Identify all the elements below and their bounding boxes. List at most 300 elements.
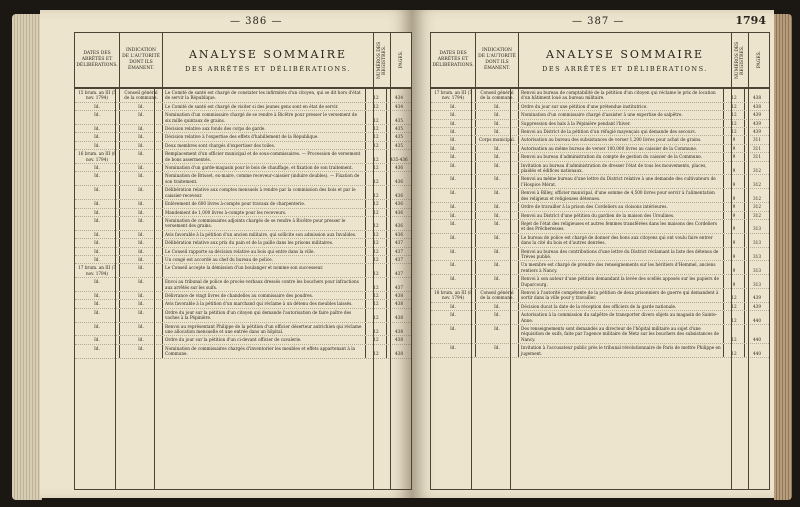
entry-date: Id. <box>75 133 120 140</box>
entry-page: 438 <box>753 95 761 101</box>
entry-register-number: 9 <box>724 175 745 188</box>
entry-register-number: 12 <box>366 300 387 307</box>
entry-date: Id. <box>431 145 476 152</box>
entry-date: Id. <box>431 275 476 288</box>
entry-summary: Autorisation au même bureau de verser 100,000 livres au caissier de la Commune. <box>519 145 724 152</box>
entry-date: Id. <box>75 278 120 291</box>
header-title: ANALYSE SOMMAIRE <box>188 47 348 61</box>
entry-date: 18 brum. an III (8 nov. 1794) <box>431 289 476 302</box>
entry-date: Id. <box>431 189 476 202</box>
entry-page: 312 <box>753 168 761 174</box>
table-row <box>431 189 769 203</box>
entry-date: Id. <box>75 300 120 307</box>
table-header <box>431 33 769 89</box>
entry-authority: Id. <box>476 234 519 247</box>
open-book <box>12 6 792 502</box>
entry-register-number: 12 <box>724 325 745 343</box>
entry-register-number: 12 <box>366 125 387 132</box>
entry-page: 438 <box>395 292 403 298</box>
table-row <box>431 220 769 234</box>
entry-summary: Rejet de l'état des religieuses et autres femmes transférées dans les maisons des Cordeliers et des Prêcheresses. <box>519 220 724 233</box>
table-row <box>75 209 411 217</box>
entry-summary: Nomination d'un commissaire chargé de se rendre à Bicêtre pour presser le versement de six mille quintaux de grains. <box>163 111 366 124</box>
table-row <box>431 275 769 289</box>
entry-authority: Conseil général de la commune. <box>120 89 163 102</box>
entry-date: Id. <box>75 231 120 238</box>
table-row <box>431 111 769 119</box>
entry-page: 435-436 <box>390 156 408 162</box>
table-row <box>431 120 769 128</box>
entry-register-number: 12 <box>366 278 387 291</box>
book-page-edges-left <box>12 14 42 500</box>
header-numero: NUMÉROS DES REGISTRES. <box>377 41 387 79</box>
entry-page: 438 <box>395 329 403 334</box>
entry-page: 437 <box>395 248 403 254</box>
table-body <box>75 89 411 489</box>
entry-page: 311 <box>753 154 761 160</box>
entry-register-number: 12 <box>366 89 387 102</box>
table-row <box>431 145 769 153</box>
entry-authority: Id. <box>120 323 163 336</box>
header-title: ANALYSE SOMMAIRE <box>545 47 705 61</box>
entry-date: Id. <box>431 311 476 324</box>
entry-authority: Id. <box>476 261 519 274</box>
table-row <box>75 248 411 256</box>
entry-summary: Un congé est accordé au chef du bureau de police. <box>163 256 366 263</box>
entry-register-number: 12 <box>366 103 387 110</box>
header-analysis <box>163 33 374 87</box>
entry-summary: Nomination de commissaires adjoints chargés de se rendre à Bicêtre pour presser le versement des grains. <box>163 217 366 230</box>
entry-date: Id. <box>75 217 120 230</box>
entry-date: Id. <box>431 120 476 127</box>
entry-authority: Id. <box>120 300 163 307</box>
entry-page: 436 <box>395 201 403 207</box>
entry-register-number: 12 <box>366 200 387 207</box>
entry-register-number: 12 <box>366 292 387 299</box>
entry-authority: Id. <box>476 111 519 118</box>
entry-summary: Avis favorable à la pétition d'un marchand qui réclame à un détenu des meubles laissés. <box>163 300 366 307</box>
entry-register-number: 9 <box>724 136 745 143</box>
entry-register-number: 12 <box>724 111 745 118</box>
entry-register-number: 9 <box>724 212 745 219</box>
book-page-edges-right <box>774 14 792 500</box>
table-header <box>75 33 411 89</box>
entry-register-number: 12 <box>724 311 745 324</box>
entry-authority: Corps municipal. <box>476 136 519 143</box>
table-row <box>75 345 411 359</box>
table-row <box>431 162 769 176</box>
header-subtitle: DES ARRÊTÉS ET DÉLIBÉRATIONS. <box>185 64 351 73</box>
entry-register-number: 9 <box>724 162 745 175</box>
entry-register-number: 12 <box>724 103 745 110</box>
entry-summary: Autorisation à la commission du salpêtre de transporter divers objets au magasin de Sainte-Anne. <box>519 311 724 324</box>
table-row <box>75 264 411 278</box>
entry-summary: Décision ducat la date de la réception des officiers de la garde nationale. <box>519 303 724 310</box>
entry-summary: Ordre du jour sur la pétition d'un citoyen qui demande l'autorisation de faire paître des vaches à la Pépinière. <box>163 309 366 322</box>
entry-page: 440 <box>753 336 761 342</box>
entry-authority: Id. <box>120 200 163 207</box>
entry-authority: Id. <box>476 325 519 343</box>
table-row <box>75 200 411 208</box>
entry-date: Id. <box>75 111 120 124</box>
entry-date: Id. <box>431 136 476 143</box>
entry-authority: Id. <box>476 120 519 127</box>
entry-authority: Conseil général de la commune. <box>476 289 519 302</box>
entry-register-number: 12 <box>366 209 387 216</box>
table-row <box>75 278 411 292</box>
entry-summary: Le Conseil accepte la démission d'un boulanger et nomme son successeur. <box>163 264 366 277</box>
entry-page: 436 <box>395 165 403 171</box>
table-row <box>431 212 769 220</box>
entry-register-number: 12 <box>724 120 745 127</box>
entry-date: 16 brum. an III (6 nov. 1794) <box>75 150 120 163</box>
entry-authority: Id. <box>120 133 163 140</box>
entry-authority: Conseil général de la commune. <box>476 89 519 102</box>
entry-register-number: 9 <box>724 234 745 247</box>
entry-date: Id. <box>431 153 476 160</box>
entry-authority: Id. <box>476 248 519 261</box>
entry-authority: Id. <box>120 248 163 255</box>
table-row <box>431 248 769 262</box>
table-row <box>431 261 769 275</box>
entry-register-number: 9 <box>724 261 745 274</box>
entry-page: 435 <box>395 134 403 140</box>
entry-register-number: 9 <box>724 248 745 261</box>
entry-authority: Id. <box>120 239 163 246</box>
entry-page: 434 <box>395 103 403 109</box>
entry-date: Id. <box>431 234 476 247</box>
entry-authority: Id. <box>120 256 163 263</box>
entry-date: Id. <box>75 125 120 132</box>
entry-page: 437 <box>395 284 403 290</box>
entry-authority: Id. <box>476 344 519 357</box>
entry-register-number: 12 <box>724 89 745 102</box>
entry-register-number: 9 <box>724 220 745 233</box>
table-row <box>431 136 769 144</box>
left-page <box>40 10 412 498</box>
entry-page: 439 <box>753 303 761 309</box>
entry-register-number: 12 <box>366 309 387 322</box>
entry-authority: Id. <box>120 142 163 149</box>
entry-register-number: 12 <box>366 217 387 230</box>
entry-register-number: 9 <box>724 145 745 152</box>
table-body <box>431 89 769 489</box>
entry-page: 311 <box>753 145 761 151</box>
entry-summary: Le bureau de police est chargé de donner des bons aux citoyens qui ont voulu faire entrer dans la cité du bois et d'autres denrées. <box>519 234 724 247</box>
entry-summary: Renvoi à l'autorité compétente de la pétition de deux prisonniers de guerre qui demandent à sortir dans la ville pour y travailler. <box>519 289 724 302</box>
entry-page: 435 <box>395 142 403 148</box>
table-row <box>431 325 769 344</box>
entry-summary: Nomination d'un commissaire chargé d'assister à une expertise de salpêtre. <box>519 111 724 118</box>
entry-authority: Id. <box>476 275 519 288</box>
entry-summary: Mandement de 1,000 livres à-compte pour les receveurs. <box>163 209 366 216</box>
entry-authority: Id. <box>476 220 519 233</box>
entry-register-number: 12 <box>366 164 387 171</box>
entry-summary: Invitation au bureau d'administration de dresser l'état de tous les mouvements, places, plaidés et édifices nationaux. <box>519 162 724 175</box>
entry-summary: Autorisation au bureau des subsistances de verser 1,200 livres pour achat de grains. <box>519 136 724 143</box>
entry-date: Id. <box>75 172 120 185</box>
entry-register-number: 12 <box>724 344 745 357</box>
entry-summary: Délibération relative aux comptes mensuels à rendre par la commission des bois et par le caissier-receveur. <box>163 186 366 199</box>
table-row <box>431 311 769 325</box>
entry-summary: Renvoi au bureau des contributions d'une lettre du District réclamant la liste des détenus de Tréves publié. <box>519 248 724 261</box>
entry-date: Id. <box>75 209 120 216</box>
entry-summary: Renvoi à son auteur d'une pétition demandant la levée des scellés apposés sur les papiers de Duparcourg. <box>519 275 724 288</box>
table-row <box>75 142 411 150</box>
entry-page: 439 <box>753 112 761 118</box>
entry-page: 311 <box>753 137 761 143</box>
entry-page: 436 <box>395 192 403 198</box>
entry-summary: Invitation à l'accusateur public près le tribunal révolutionnaire de Paris de mettre Philippe en jugement. <box>519 344 724 357</box>
entry-register-number: 12 <box>366 336 387 343</box>
entry-authority: Id. <box>476 175 519 188</box>
page-number: — 387 — <box>572 16 625 27</box>
entry-page: 313 <box>753 267 761 273</box>
register-table <box>74 32 412 490</box>
entry-authority: Id. <box>120 111 163 124</box>
entry-summary: Ordre du jour sur une pétition d'une prétendue institutrice. <box>519 103 724 110</box>
entry-date: Id. <box>75 248 120 255</box>
entry-authority: Id. <box>120 125 163 132</box>
header-indication: INDICATION DE L'AUTORITÉ DONT ILS ÉMANENT. <box>120 33 163 87</box>
table-row <box>75 256 411 264</box>
entry-authority: Id. <box>120 103 163 110</box>
entry-date: 17 brum. an III (7 nov. 1794) <box>75 264 120 277</box>
entry-summary: Avis favorable à la pétition d'un ancien militaire, qui sollicite son admission aux Invalides. <box>163 231 366 238</box>
entry-register-number: 12 <box>366 256 387 263</box>
entry-summary: Le Comité de santé est chargé de visiter si des jeunes gens sont en état de servir. <box>163 103 366 110</box>
entry-summary: Délibération relative aux prix du pain et de la paille dans les prisons militaires. <box>163 239 366 246</box>
entry-date: Id. <box>75 164 120 171</box>
entry-authority: Id. <box>120 164 163 171</box>
entry-page: 312 <box>753 181 761 187</box>
entry-register-number: 9 <box>724 203 745 210</box>
entry-authority: Id. <box>476 153 519 160</box>
entry-register-number: 12 <box>366 150 387 163</box>
entry-date: Id. <box>431 175 476 188</box>
entry-summary: Deux membres sont chargés d'expertiser des toiles. <box>163 142 366 149</box>
header-indication: INDICATION DE L'AUTORITÉ DONT ILS ÉMANENT. <box>476 33 519 87</box>
entry-register-number: 12 <box>366 264 387 277</box>
entry-summary: Renvoi à Billey, officier municipal, d'une somme de 4,500 livres pour servir à l'alimentation des religieux et religieuses détenues. <box>519 189 724 202</box>
entry-date: Id. <box>431 325 476 343</box>
entry-page: 436 <box>395 178 403 184</box>
header-analysis <box>519 33 732 87</box>
table-row <box>75 89 411 103</box>
table-row <box>75 164 411 172</box>
entry-page: 436 <box>395 209 403 215</box>
entry-register-number: 12 <box>366 231 387 238</box>
entry-authority: Id. <box>476 145 519 152</box>
entry-authority: Id. <box>476 128 519 135</box>
entry-summary: Un membre est chargé de prendre des renseignements sur les héritiers d'Hemmel, anciens rentiers à Nancy. <box>519 261 724 274</box>
entry-authority: Id. <box>120 209 163 216</box>
entry-register-number: 12 <box>366 345 387 358</box>
table-row <box>75 133 411 141</box>
entry-date: Id. <box>431 103 476 110</box>
entry-authority: Id. <box>120 217 163 230</box>
entry-register-number: 12 <box>724 303 745 310</box>
entry-summary: Renvoi au bureau de comptabilité de la pétition d'un citoyen qui réclame le prix de location d'un bâtiment loué au bureau militaire. <box>519 89 724 102</box>
entry-page: 312 <box>753 204 761 210</box>
entry-register-number: 12 <box>366 172 387 185</box>
entry-summary: Nomination de commissaires chargés d'inventorier les meubles et effets appartenant à la Commune. <box>163 345 366 358</box>
entry-authority: Id. <box>120 172 163 185</box>
entry-register-number: 12 <box>724 289 745 302</box>
entry-summary: Délivrance de vingt livres de chandelles au commissaire des poudres. <box>163 292 366 299</box>
entry-register-number: 12 <box>366 133 387 140</box>
entry-page: 435 <box>395 117 403 123</box>
entry-page: 440 <box>753 317 761 323</box>
header-dates: DATES DES ARRÊTÉS ET DÉLIBÉRATIONS. <box>431 33 476 87</box>
table-row <box>431 153 769 161</box>
entry-page: 438 <box>395 315 403 321</box>
entry-authority: Id. <box>120 292 163 299</box>
table-row <box>75 309 411 323</box>
entry-authority: Id. <box>120 336 163 343</box>
entry-register-number: 12 <box>724 128 745 135</box>
entry-page: 436 <box>395 223 403 229</box>
entry-date: Id. <box>75 336 120 343</box>
entry-summary: Décision relative à l'expertise des effets d'habillement de la République. <box>163 133 366 140</box>
table-row <box>431 175 769 189</box>
entry-authority: Id. <box>120 264 163 277</box>
entry-summary: Le Conseil rapporte sa décision relative au bois qui entre dans la ville. <box>163 248 366 255</box>
entry-page: 313 <box>753 226 761 232</box>
entry-summary: Ordre de travailler à la prison des Cordeliers au cloisons intérieures. <box>519 203 724 210</box>
entry-page: 437 <box>395 270 403 276</box>
entry-date: Id. <box>431 203 476 210</box>
entry-register-number: 12 <box>366 323 387 336</box>
entry-date: 17 brum. an III (7 nov. 1794) <box>431 89 476 102</box>
table-row <box>75 292 411 300</box>
entry-summary: Remplacement d'un officier municipal et de sous-commissaires. — Procession de versement de bons assermentés. <box>163 150 366 163</box>
entry-page: 438 <box>395 351 403 357</box>
entry-register-number: 12 <box>366 239 387 246</box>
entry-register-number: 12 <box>366 248 387 255</box>
entry-page: 437 <box>395 240 403 246</box>
entry-register-number: 12 <box>366 142 387 149</box>
entry-date: Id. <box>75 323 120 336</box>
entry-page: 437 <box>395 256 403 262</box>
entry-page: 313 <box>753 253 761 259</box>
entry-page: 313 <box>753 240 761 246</box>
entry-date: Id. <box>75 292 120 299</box>
entry-date: Id. <box>75 309 120 322</box>
entry-date: Id. <box>431 212 476 219</box>
header-numero: NUMÉROS DES REGISTRES. <box>735 41 745 79</box>
entry-date: Id. <box>75 256 120 263</box>
entry-date: Id. <box>75 142 120 149</box>
entry-summary: Renvoi au District d'une pétition du gardien de la maison des Ursulines. <box>519 212 724 219</box>
entry-authority: Id. <box>120 186 163 199</box>
entry-date: Id. <box>75 345 120 358</box>
table-row <box>75 217 411 231</box>
entry-summary: Nomination d'un garde-magasin pour le bois de chauffage, et fixation de son traitement. <box>163 164 366 171</box>
table-row <box>75 172 411 186</box>
entry-summary: Décision relative aux fonds des corps de garde. <box>163 125 366 132</box>
entry-authority: Id. <box>476 311 519 324</box>
table-row <box>75 111 411 125</box>
page-number: — 386 — <box>230 16 283 27</box>
table-row <box>75 231 411 239</box>
entry-date: Id. <box>431 261 476 274</box>
year-label: 1794 <box>735 14 766 27</box>
header-pages: PAGES. <box>756 51 762 69</box>
entry-date: Id. <box>75 200 120 207</box>
entry-date: Id. <box>431 162 476 175</box>
entry-register-number: 9 <box>724 275 745 288</box>
entry-page: 438 <box>753 103 761 109</box>
entry-register-number: 12 <box>366 111 387 124</box>
header-pages: PAGES. <box>398 51 404 69</box>
table-row <box>431 128 769 136</box>
entry-page: 434 <box>395 95 403 101</box>
entry-page: 439 <box>753 120 761 126</box>
entry-page: 440 <box>753 350 761 356</box>
table-row <box>431 289 769 303</box>
entry-summary: Nomination de Brisset, ex-maire, comme receveur-caissier (induire doubles). — Fixation de son traitement. <box>163 172 366 185</box>
entry-page: 313 <box>753 281 761 287</box>
entry-authority: Id. <box>120 309 163 322</box>
entry-register-number: 9 <box>724 153 745 160</box>
entry-summary: Ordre du jour sur la pétition d'un ci-devant officier de cavalerie. <box>163 336 366 343</box>
table-row <box>431 344 769 358</box>
entry-date: Id. <box>431 344 476 357</box>
table-row <box>75 336 411 344</box>
header-dates: DATES DES ARRÊTÉS ET DÉLIBÉRATIONS. <box>75 33 120 87</box>
table-row <box>75 186 411 200</box>
entry-authority: Id. <box>120 345 163 358</box>
entry-page: 439 <box>753 129 761 135</box>
register-table <box>430 32 770 490</box>
table-row <box>75 239 411 247</box>
entry-date: Id. <box>431 111 476 118</box>
table-row <box>75 323 411 337</box>
entry-authority: Id. <box>476 162 519 175</box>
entry-summary: Des renseignements sont demandés au directeur de l'hôpital militaire au sujet d'une réquisition de suifs, faite par l'agence militaire de Metz sur les bouchers des subsistances de Nancy. <box>519 325 724 343</box>
entry-authority: Id. <box>476 303 519 310</box>
entry-summary: Envoi au tribunal de police de procès-verbaux dressés contre les bouchers pour infractions aux arrêtés sur les suifs. <box>163 278 366 291</box>
entry-register-number: 12 <box>366 186 387 199</box>
entry-date: 15 brum. an III (5 nov. 1794) <box>75 89 120 102</box>
table-row <box>75 300 411 308</box>
entry-authority: Id. <box>120 278 163 291</box>
table-row <box>431 303 769 311</box>
entry-date: Id. <box>75 239 120 246</box>
entry-page: 436 <box>395 231 403 237</box>
entry-date: Id. <box>431 303 476 310</box>
entry-summary: Enlèvement de 600 livres à-compte pour travaux de charpenterie. <box>163 200 366 207</box>
entry-summary: Renvoi au bureau d'administration du compte de gestion du caissier de la Commune. <box>519 153 724 160</box>
entry-page: 435 <box>395 126 403 132</box>
entry-date: Id. <box>431 128 476 135</box>
entry-summary: Le Comité de santé est chargé de constater les infirmités d'un citoyen, qui se dit hors d'état de servir la République. <box>163 89 366 102</box>
table-row <box>75 150 411 164</box>
entry-summary: Renvoi au même bureau d'une lettre du District relative à une demande des cultivateurs de l'Hospice Mérat. <box>519 175 724 188</box>
entry-page: 312 <box>753 195 761 201</box>
entry-authority: Id. <box>476 103 519 110</box>
entry-date: Id. <box>75 103 120 110</box>
table-row <box>431 234 769 248</box>
entry-date: Id. <box>431 220 476 233</box>
entry-date: Id. <box>75 186 120 199</box>
entry-authority: Id. <box>120 150 163 163</box>
entry-register-number: 9 <box>724 189 745 202</box>
entry-authority: Id. <box>120 231 163 238</box>
table-row <box>75 125 411 133</box>
entry-summary: Renvoi au représentant Philippe de la pétition d'un officier déserteur autrichien qui réclame une allocation mensuelle et une entrée dans un hôpital. <box>163 323 366 336</box>
